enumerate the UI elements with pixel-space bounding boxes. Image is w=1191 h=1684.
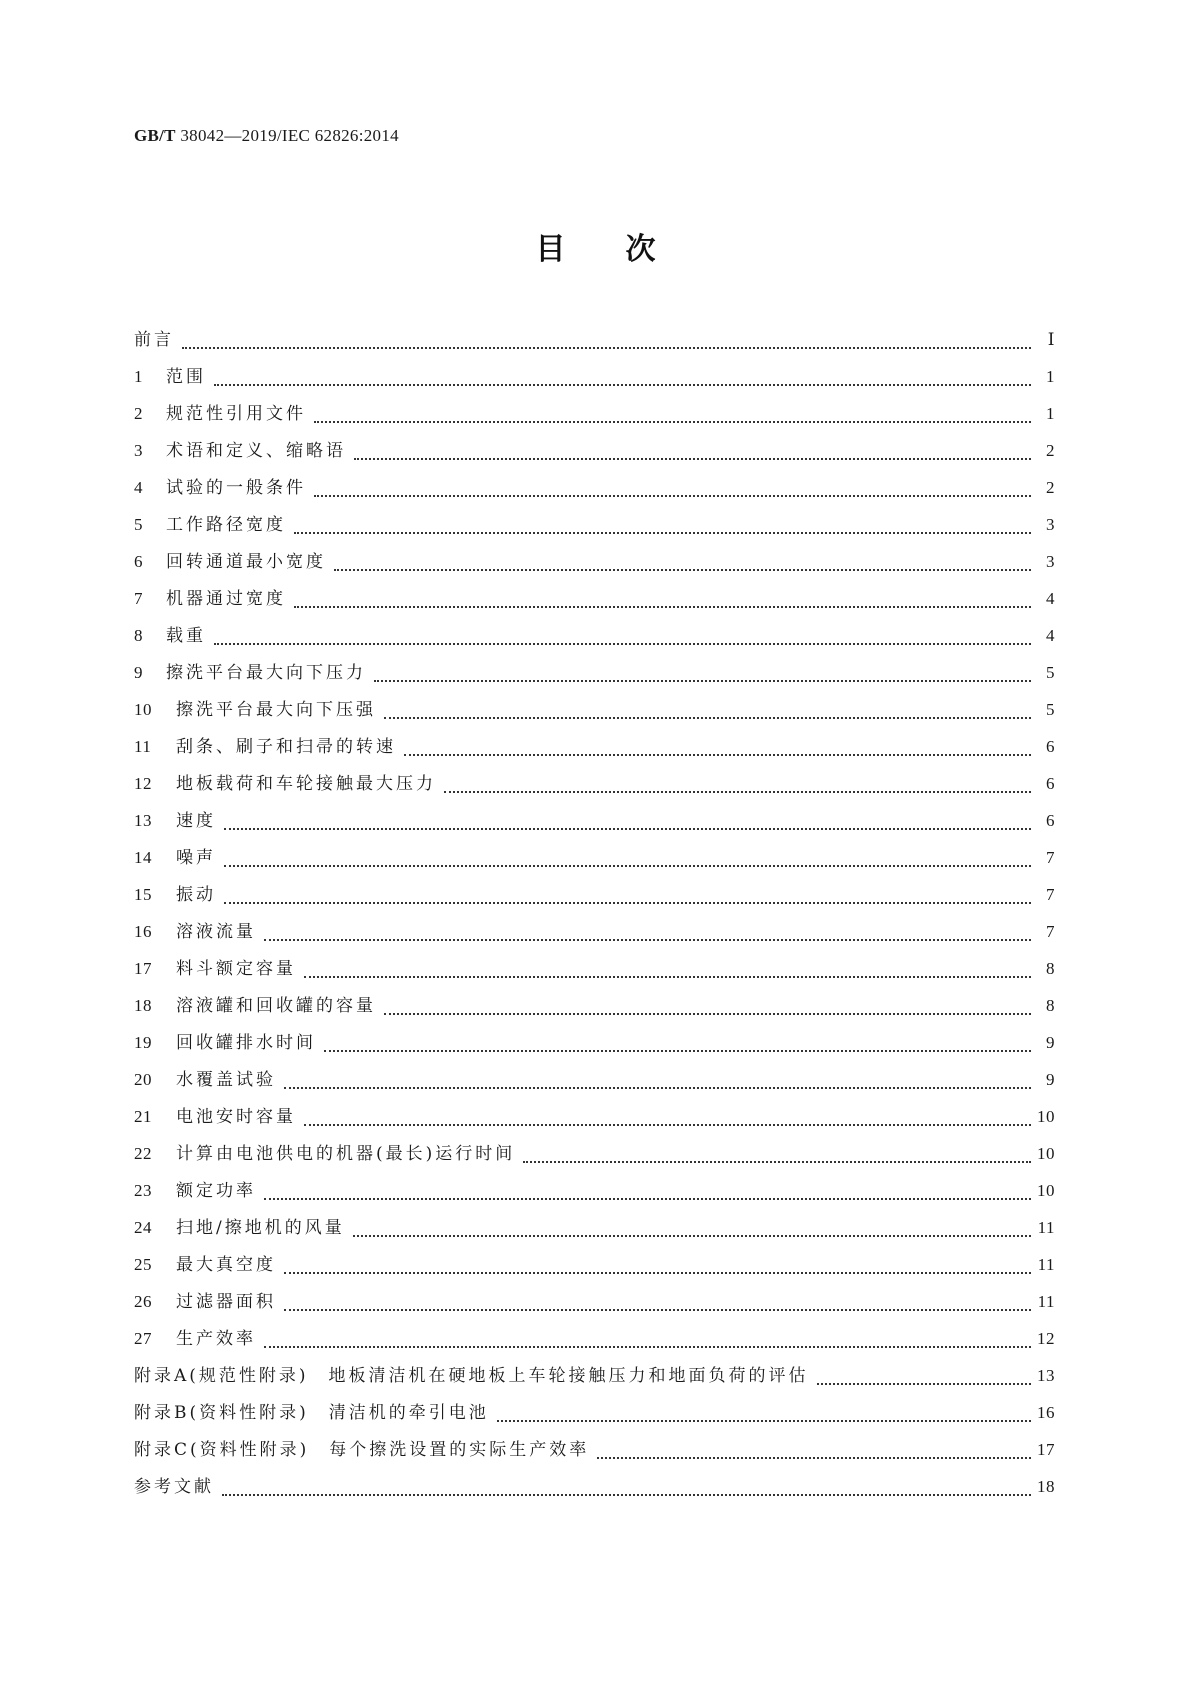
toc-entry[interactable] [134, 954, 1055, 991]
toc-entry-number: 21 [134, 1107, 152, 1126]
toc-entry-number: 16 [134, 922, 152, 941]
toc-dot-leader [444, 791, 1031, 793]
toc-dot-leader [817, 1383, 1031, 1385]
toc-dot-leader [224, 865, 1031, 867]
toc-dot-leader [224, 828, 1031, 830]
toc-entry-title: 溶液流量 [176, 922, 256, 942]
toc-entry-number: 18 [134, 996, 152, 1015]
toc-dot-leader [523, 1161, 1031, 1163]
toc-entry-page: 6 [1046, 774, 1055, 793]
toc-dot-leader [314, 495, 1031, 497]
toc-entry-page: 17 [1037, 1440, 1055, 1459]
toc-entry-page: 9 [1046, 1070, 1055, 1089]
toc-dot-leader [384, 1013, 1031, 1015]
toc-entry-page: 6 [1046, 811, 1055, 830]
toc-entry-page: 3 [1046, 515, 1055, 534]
toc-entry[interactable] [134, 399, 1055, 436]
toc-entry[interactable] [134, 806, 1055, 843]
toc-entry[interactable] [134, 1324, 1055, 1361]
table-of-contents [134, 325, 1055, 1509]
toc-dot-leader [324, 1050, 1031, 1052]
toc-dot-leader [384, 717, 1031, 719]
toc-dot-leader [264, 1346, 1031, 1348]
toc-entry-number: 6 [134, 552, 143, 571]
toc-entry-page: 7 [1046, 885, 1055, 904]
toc-entry-title: 术语和定义、缩略语 [166, 441, 346, 461]
toc-dot-leader [224, 902, 1031, 904]
toc-dot-leader [214, 643, 1031, 645]
toc-entry-page: 11 [1037, 1292, 1055, 1311]
standard-number [134, 126, 399, 146]
toc-entry[interactable] [134, 1102, 1055, 1139]
toc-dot-leader [314, 421, 1031, 423]
toc-entry[interactable] [134, 769, 1055, 806]
toc-entry-title: 振动 [176, 885, 216, 905]
toc-entry-title: 回收罐排水时间 [176, 1033, 316, 1053]
toc-entry-number: 1 [134, 367, 143, 386]
toc-entry-number: 20 [134, 1070, 152, 1089]
toc-entry-title: 水覆盖试验 [176, 1070, 276, 1090]
toc-entry-title: 附录A(规范性附录) 地板清洁机在硬地板上车轮接触压力和地面负荷的评估 [134, 1366, 809, 1386]
toc-entry-title: 机器通过宽度 [166, 589, 286, 609]
toc-entry[interactable] [134, 658, 1055, 695]
toc-entry-number: 7 [134, 589, 143, 608]
toc-entry-title: 计算由电池供电的机器(最长)运行时间 [176, 1144, 516, 1164]
toc-dot-leader [354, 458, 1031, 460]
toc-dot-leader [374, 680, 1031, 682]
toc-entry-title: 地板载荷和车轮接触最大压力 [176, 774, 436, 794]
toc-entry-number: 3 [134, 441, 143, 460]
toc-entry-page: 9 [1046, 1033, 1055, 1052]
toc-entry[interactable] [134, 991, 1055, 1028]
toc-entry[interactable] [134, 362, 1055, 399]
toc-entry-page: 7 [1046, 922, 1055, 941]
toc-entry-title: 最大真空度 [176, 1255, 276, 1275]
toc-dot-leader [497, 1420, 1031, 1422]
toc-entry-number: 23 [134, 1181, 152, 1200]
toc-entry-page: 6 [1046, 737, 1055, 756]
page-title: 目次 [535, 232, 716, 267]
toc-entry-page: 4 [1046, 626, 1055, 645]
toc-dot-leader [214, 384, 1031, 386]
toc-entry[interactable] [134, 1250, 1055, 1287]
toc-entry-page: 3 [1046, 552, 1055, 571]
toc-entry-number: 17 [134, 959, 152, 978]
toc-dot-leader [264, 1198, 1031, 1200]
toc-entry-page: 12 [1037, 1329, 1055, 1348]
toc-dot-leader [264, 939, 1031, 941]
toc-entry-number: 26 [134, 1292, 152, 1311]
standard-code-prefix: GB/T [134, 126, 176, 145]
toc-entry[interactable] [134, 473, 1055, 510]
toc-entry[interactable] [134, 1435, 1055, 1472]
standard-code-rest: 38042—2019/IEC 62826:2014 [175, 126, 399, 145]
toc-entry[interactable] [134, 1472, 1055, 1509]
toc-entry-title: 料斗额定容量 [176, 959, 296, 979]
toc-entry[interactable] [134, 843, 1055, 880]
toc-entry[interactable] [134, 1065, 1055, 1102]
toc-entry-title: 工作路径宽度 [166, 515, 286, 535]
toc-entry-title: 范围 [166, 367, 206, 387]
toc-dot-leader [597, 1457, 1031, 1459]
toc-entry-title: 电池安时容量 [176, 1107, 296, 1127]
toc-entry[interactable] [134, 547, 1055, 584]
toc-entry-page: 7 [1046, 848, 1055, 867]
toc-entry-title: 生产效率 [176, 1329, 256, 1349]
toc-entry[interactable] [134, 436, 1055, 473]
toc-dot-leader [182, 347, 1031, 349]
toc-entry-number: 22 [134, 1144, 152, 1163]
toc-entry-page: 2 [1046, 478, 1055, 497]
toc-dot-leader [334, 569, 1031, 571]
toc-entry-page: 10 [1037, 1181, 1055, 1200]
toc-entry-page: 16 [1037, 1403, 1055, 1422]
toc-entry-title: 额定功率 [176, 1181, 256, 1201]
toc-entry-title: 速度 [176, 811, 216, 831]
toc-entry-page: 2 [1046, 441, 1055, 460]
toc-entry-number: 27 [134, 1329, 152, 1348]
toc-dot-leader [222, 1494, 1031, 1496]
toc-entry[interactable] [134, 621, 1055, 658]
toc-entry-number: 5 [134, 515, 143, 534]
toc-entry-number: 10 [134, 700, 152, 719]
toc-entry-title: 噪声 [176, 848, 216, 868]
toc-entry-page: 5 [1046, 700, 1055, 719]
toc-dot-leader [284, 1272, 1031, 1274]
toc-entry[interactable] [134, 1398, 1055, 1435]
toc-entry-title: 擦洗平台最大向下压强 [176, 700, 376, 720]
toc-dot-leader [284, 1087, 1031, 1089]
toc-dot-leader [284, 1309, 1031, 1311]
toc-entry-page: 4 [1046, 589, 1055, 608]
toc-entry-title: 附录C(资料性附录) 每个擦洗设置的实际生产效率 [134, 1440, 590, 1460]
toc-entry-number: 25 [134, 1255, 152, 1274]
toc-entry-title: 过滤器面积 [176, 1292, 276, 1312]
toc-entry[interactable] [134, 1361, 1055, 1398]
toc-entry-page: 13 [1037, 1366, 1055, 1385]
toc-entry-page: 10 [1037, 1107, 1055, 1126]
toc-entry-page: 1 [1046, 367, 1055, 386]
toc-entry-title: 刮条、刷子和扫帚的转速 [176, 737, 396, 757]
toc-dot-leader [294, 532, 1031, 534]
toc-entry-page: 8 [1046, 996, 1055, 1015]
toc-entry[interactable] [134, 1139, 1055, 1176]
toc-entry-number: 8 [134, 626, 143, 645]
toc-entry-number: 4 [134, 478, 143, 497]
toc-entry[interactable] [134, 1213, 1055, 1250]
toc-entry-title: 擦洗平台最大向下压力 [166, 663, 366, 683]
toc-entry-number: 11 [134, 737, 152, 756]
toc-entry-page: 11 [1037, 1218, 1055, 1237]
toc-entry-number: 13 [134, 811, 152, 830]
toc-entry[interactable] [134, 1176, 1055, 1213]
toc-entry-title: 附录B(资料性附录) 清洁机的牵引电池 [134, 1403, 489, 1423]
toc-entry-page: Ⅰ [1047, 330, 1055, 349]
toc-entry-title: 试验的一般条件 [166, 478, 306, 498]
toc-entry[interactable] [134, 1028, 1055, 1065]
toc-entry-page: 1 [1046, 404, 1055, 423]
toc-entry-page: 18 [1037, 1477, 1055, 1496]
toc-dot-leader [294, 606, 1031, 608]
toc-entry-page: 10 [1037, 1144, 1055, 1163]
toc-entry-page: 11 [1037, 1255, 1055, 1274]
toc-entry[interactable] [134, 325, 1055, 362]
toc-entry-title: 载重 [166, 626, 206, 646]
toc-entry[interactable] [134, 917, 1055, 954]
toc-entry-title: 参考文献 [134, 1477, 214, 1497]
toc-entry[interactable] [134, 695, 1055, 732]
toc-entry-number: 15 [134, 885, 152, 904]
toc-entry-number: 12 [134, 774, 152, 793]
toc-entry-number: 2 [134, 404, 143, 423]
toc-entry-title: 前言 [134, 330, 174, 350]
toc-entry[interactable] [134, 880, 1055, 917]
toc-entry[interactable] [134, 732, 1055, 769]
toc-entry-number: 14 [134, 848, 152, 867]
toc-entry-number: 24 [134, 1218, 152, 1237]
toc-entry-title: 回转通道最小宽度 [166, 552, 326, 572]
toc-dot-leader [353, 1235, 1031, 1237]
toc-dot-leader [304, 976, 1031, 978]
toc-entry-number: 9 [134, 663, 143, 682]
toc-entry-page: 5 [1046, 663, 1055, 682]
toc-entry[interactable] [134, 584, 1055, 621]
toc-entry[interactable] [134, 510, 1055, 547]
toc-entry-title: 规范性引用文件 [166, 404, 306, 424]
toc-entry-title: 扫地/擦地机的风量 [176, 1218, 345, 1238]
toc-dot-leader [404, 754, 1031, 756]
toc-dot-leader [304, 1124, 1031, 1126]
toc-entry-title: 溶液罐和回收罐的容量 [176, 996, 376, 1016]
toc-entry[interactable] [134, 1287, 1055, 1324]
toc-entry-page: 8 [1046, 959, 1055, 978]
toc-entry-number: 19 [134, 1033, 152, 1052]
